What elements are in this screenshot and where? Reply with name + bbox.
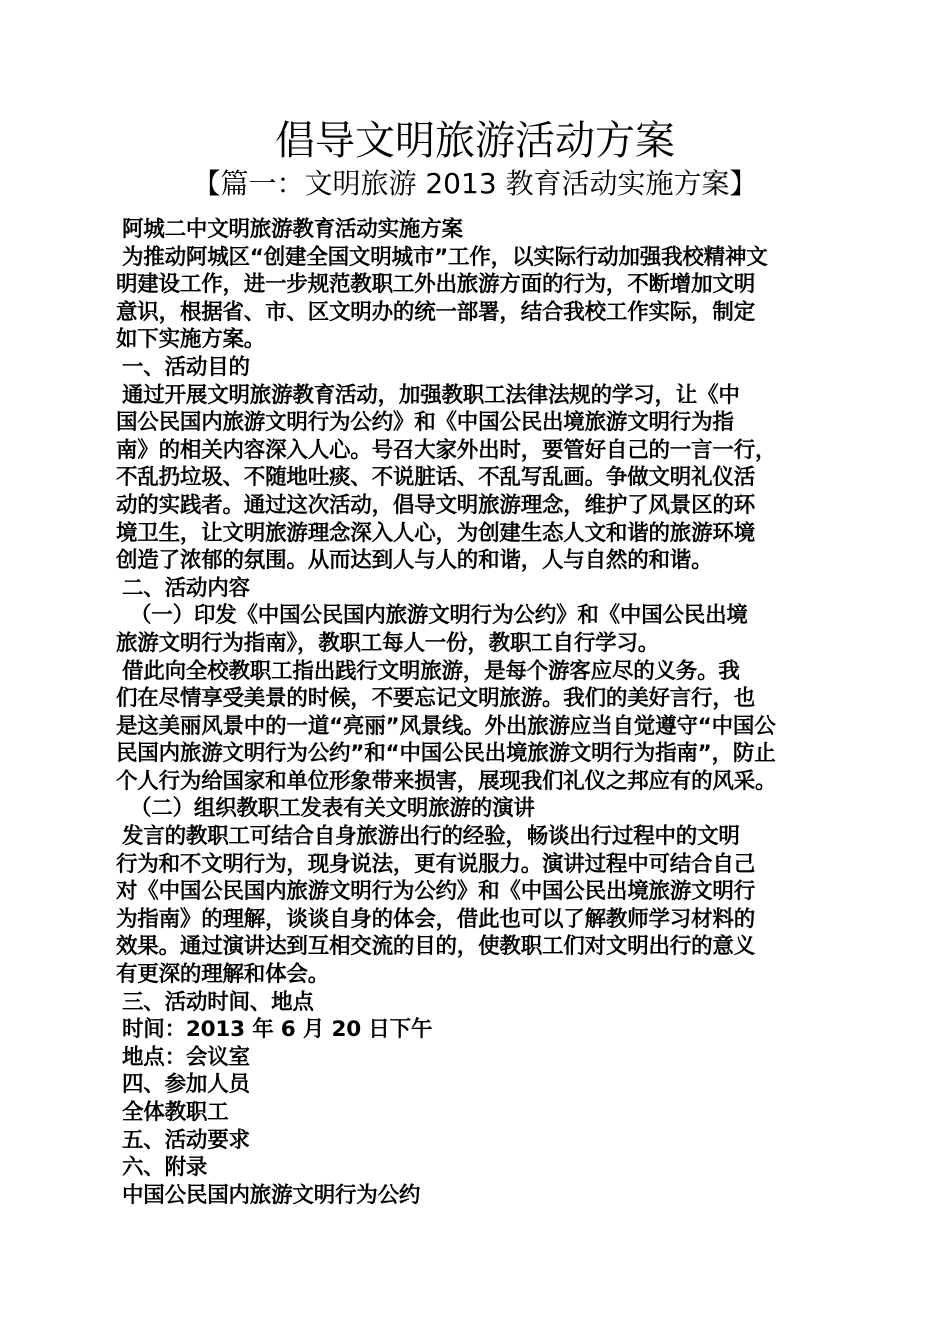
section-heading: 一、活动目的 bbox=[122, 354, 250, 380]
section-heading: 阿城二中文明旅游教育活动实施方案 bbox=[122, 217, 463, 242]
paragraph-line: 不乱扔垃圾、不随地吐痰、不说脏话、不乱写乱画。争做文明礼仪活 bbox=[116, 465, 756, 491]
paragraph-line: 有更深的理解和体会。 bbox=[116, 962, 330, 988]
paragraph-line: 为推动阿城区“创建全国文明城市”工作，以实际行动加强我校精神文 bbox=[122, 244, 768, 270]
paragraph-line: 对《中国公民国内旅游文明行为公约》和《中国公民出境旅游文明行 bbox=[116, 879, 756, 905]
section-heading: 二、活动内容 bbox=[122, 575, 250, 601]
paragraph-line: 个人行为给国家和单位形象带来损害，展现我们礼仪之邦应有的风采。 bbox=[116, 768, 777, 794]
section-heading: 三、活动时间、地点 bbox=[122, 989, 314, 1015]
document-title: 倡导文明旅游活动方案 bbox=[275, 118, 675, 164]
paragraph-line: 通过开展文明旅游教育活动，加强教职工法律法规的学习，让《中 bbox=[122, 382, 740, 408]
paragraph-line: 发言的教职工可结合自身旅游出行的经验，畅谈出行过程中的文明 bbox=[122, 824, 740, 850]
document-body bbox=[116, 216, 846, 1209]
paragraph-line: 为指南》的理解，谈谈自身的体会，借此也可以了解教师学习材料的 bbox=[116, 906, 756, 932]
section-heading: 五、活动要求 bbox=[122, 1127, 250, 1153]
paragraph-line: 民国内旅游文明行为公约”和“中国公民出境旅游文明行为指南”，防止 bbox=[116, 741, 776, 767]
section-heading: 四、参加人员 bbox=[122, 1072, 250, 1098]
document-subtitle: 【篇一：文明旅游 2013 教育活动实施方案】 bbox=[192, 167, 758, 200]
paragraph-line: 们在尽情享受美景的时候，不要忘记文明旅游。我们的美好言行，也 bbox=[116, 686, 756, 712]
location-line: 地点：会议室 bbox=[122, 1044, 250, 1070]
paragraph-line: 效果。通过演讲达到互相交流的目的，使教职工们对文明出行的意义 bbox=[116, 934, 756, 960]
time-line: 时间：2013 年 6 月 20 日下午 bbox=[122, 1017, 433, 1043]
subsection-heading: （二）组织教职工发表有关文明旅游的演讲 bbox=[130, 796, 535, 822]
paragraph-line: 借此向全校教职工指出践行文明旅游，是每个游客应尽的义务。我 bbox=[122, 658, 740, 684]
paragraph-line: 动的实践者。通过这次活动，倡导文明旅游理念，维护了风景区的环 bbox=[116, 492, 756, 518]
paragraph-line: 旅游文明行为指南》，教职工每人一份，教职工自行学习。 bbox=[116, 630, 660, 656]
paragraph-line: 创造了浓郁的氛围。从而达到人与人的和谐，人与自然的和谐。 bbox=[116, 548, 713, 574]
paragraph-line: 国公民国内旅游文明行为公约》和《中国公民出境旅游文明行为指 bbox=[116, 410, 734, 436]
paragraph-line: 行为和不文明行为，现身说法，更有说服力。演讲过程中可结合自己 bbox=[116, 851, 756, 877]
paragraph-line: 意识，根据省、市、区文明办的统一部署，结合我校工作实际，制定 bbox=[116, 299, 756, 325]
paragraph-line: 是这美丽风景中的一道“亮丽”风景线。外出旅游应当自觉遵守“中国公 bbox=[116, 713, 776, 739]
participants-line: 全体教职工 bbox=[122, 1100, 229, 1125]
appendix-title: 中国公民国内旅游文明行为公约 bbox=[122, 1182, 421, 1208]
paragraph-line: 如下实施方案。 bbox=[116, 327, 266, 353]
section-heading: 六、附录 bbox=[122, 1155, 208, 1181]
subsection-heading: （一）印发《中国公民国内旅游文明行为公约》和《中国公民出境 bbox=[130, 603, 748, 629]
paragraph-line: 境卫生，让文明旅游理念深入人心，为创建生态人文和谐的旅游环境 bbox=[116, 520, 756, 546]
paragraph-line: 明建设工作，进一步规范教职工外出旅游方面的行为，不断增加文明 bbox=[116, 272, 756, 298]
paragraph-line: 南》的相关内容深入人心。号召大家外出时，要管好自己的一言一行， bbox=[116, 437, 777, 463]
